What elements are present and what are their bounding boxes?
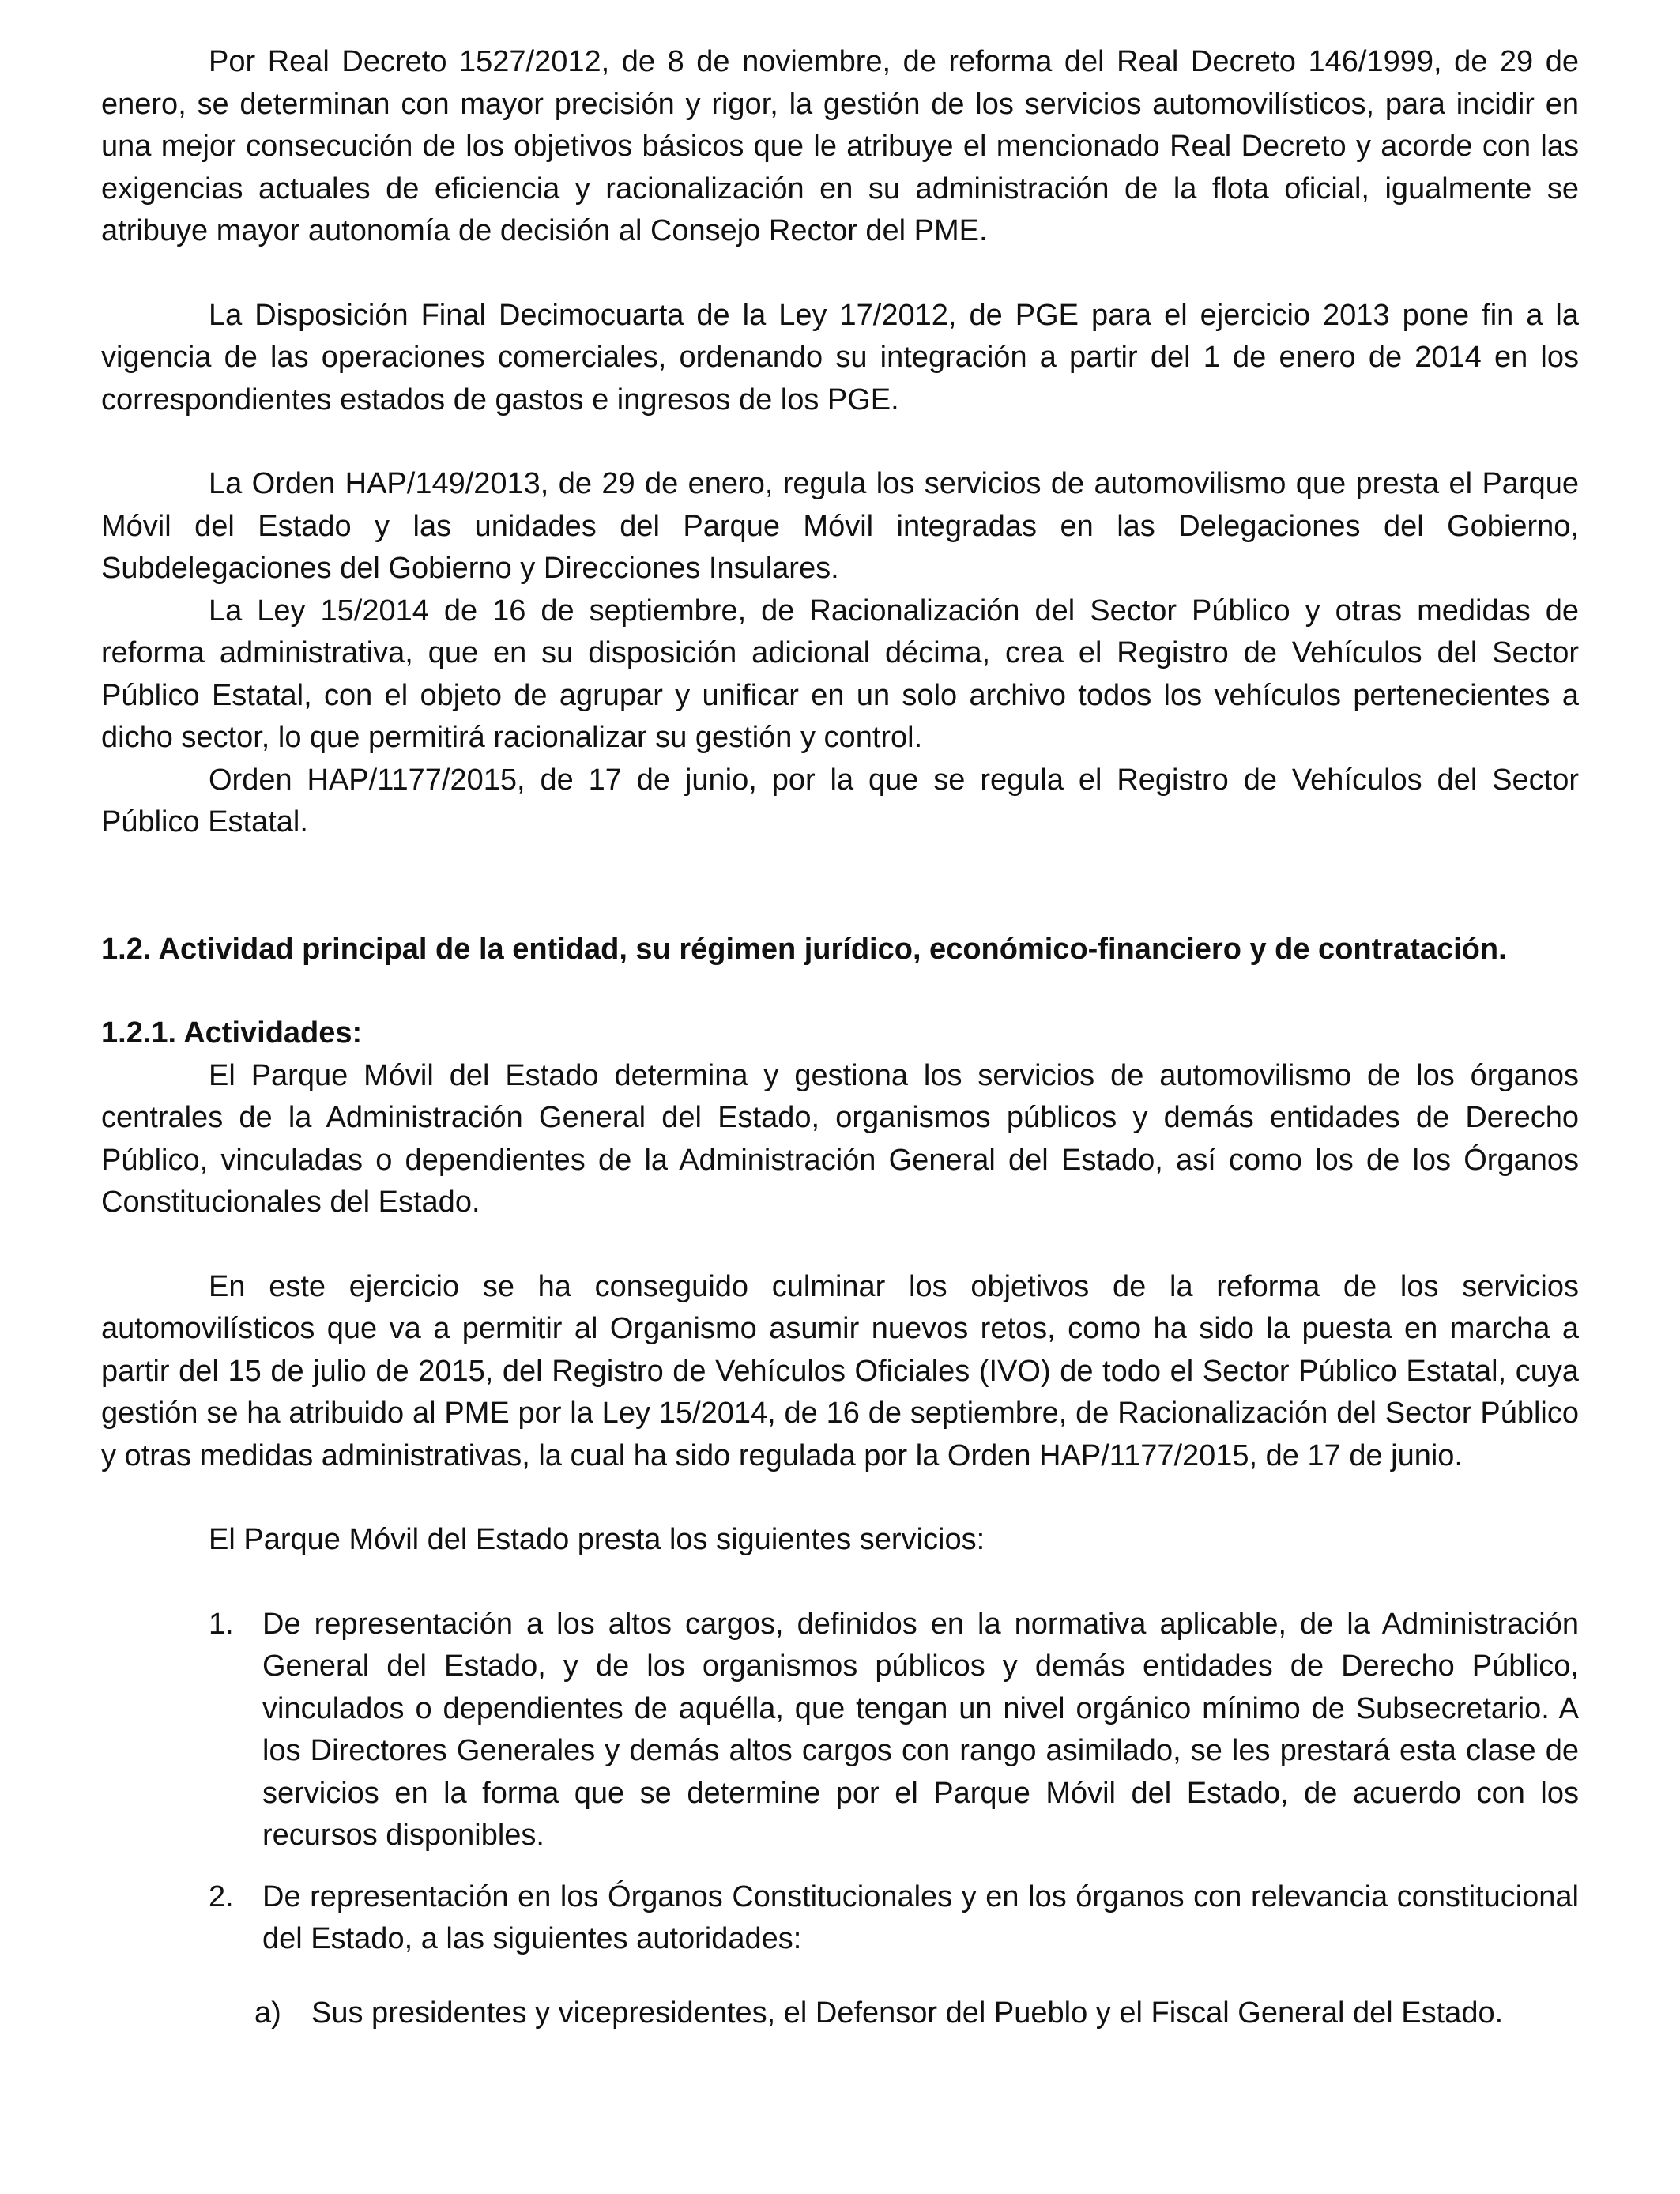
section-heading: 1.2. Actividad principal de la entidad, su régimen jurídico, económico-financiero y de contratación. <box>101 932 1507 966</box>
sub-list-item-text: Sus presidentes y vicepresidentes, el Defensor del Pueblo y el Fiscal General del Estado. <box>311 1996 1504 2030</box>
list-item <box>101 1604 1579 1857</box>
paragraph-ley-15-2014: La Ley 15/2014 de 16 de septiembre, de Racionalización del Sector Público y otras medidas de reforma administrativa, que en su disposición adicional décima, crea el Registro de Vehículos del Sector Público Estatal, con el objeto de agrupar y unificar en un solo archivo todos los vehículos pertenecientes a dicho sector, lo que permitirá racionalizar su gestión y control. <box>101 594 1579 754</box>
paragraph-actividades: El Parque Móvil del Estado determina y gestiona los servicios de automovilismo de los órganos centrales de la Administración General del Estado, organismos públicos y demás entidades de Derecho Público, vinculadas o dependientes de la Administración General del Estado, así como los de los Órganos Constitucionales del Estado. <box>101 1058 1579 1219</box>
list-item-number: 2. <box>209 1879 234 1913</box>
list-item-text: De representación en los Órganos Constitucionales y en los órganos con relevancia constitucional del Estado, a las siguientes autoridades: <box>262 1879 1579 1955</box>
paragraph-servicios-intro: El Parque Móvil del Estado presta los siguientes servicios: <box>209 1523 985 1556</box>
paragraph-objetivos-reforma: En este ejercicio se ha conseguido culminar los objetivos de la reforma de los servicios automovilísticos que va a permitir al Organismo asumir nuevos retos, como ha sido la puesta en marcha a partir del 15 de julio de 2015, del Registro de Vehículos Oficiales (IVO) de todo el Sector Público Estatal, cuya gestión se ha atribuido al PME por la Ley 15/2014, de 16 de septiembre, de Racionalización del Sector Público y otras medidas administrativas, la cual ha sido regulada por la Orden HAP/1177/2015, de 17 de junio. <box>101 1269 1579 1472</box>
sub-list-item-letter: a) <box>254 1996 281 2030</box>
subsection-heading: 1.2.1. Actividades: <box>101 1016 363 1050</box>
list-item-text: De representación a los altos cargos, definidos en la normativa aplicable, de la Administración General del Estado, y de los organismos públicos y demás entidades de Derecho Público, vinculados o dependientes de aquélla, que tengan un nivel orgánico mínimo de Subsecretario. A los Directores Generales y demás altos cargos con rango asimilado, se les prestará esta clase de servicios en la forma que se determine por el Parque Móvil del Estado, de acuerdo con los recursos disponibles. <box>262 1607 1579 1852</box>
paragraph-disposicion-final: La Disposición Final Decimocuarta de la Ley 17/2012, de PGE para el ejercicio 2013 pone fin a la vigencia de las operaciones comerciales, ordenando su integración a partir del 1 de enero de 2014 en los correspondientes estados de gastos e ingresos de los PGE. <box>101 298 1579 417</box>
sub-list-item <box>101 1992 1579 2035</box>
paragraph-orden-hap-149: La Orden HAP/149/2013, de 29 de enero, regula los servicios de automovilismo que presta el Parque Móvil del Estado y las unidades del Parque Móvil integradas en las Delegaciones del Gobierno, Subdelegaciones del Gobierno y Direcciones Insulares. <box>101 467 1579 585</box>
document-page <box>101 41 1579 2034</box>
paragraph-real-decreto: Por Real Decreto 1527/2012, de 8 de noviembre, de reforma del Real Decreto 146/1999, de 29 de enero, se determinan con mayor precisión y rigor, la gestión de los servicios automovilísticos, para incidir en una mejor consecución de los objetivos básicos que le atribuye el mencionado Real Decreto y acorde con las exigencias actuales de eficiencia y racionalización en su administración de la flota oficial, igualmente se atribuye mayor autonomía de decisión al Consejo Rector del PME. <box>101 45 1579 247</box>
list-item-number: 1. <box>209 1607 234 1641</box>
list-item <box>101 1876 1579 1961</box>
paragraph-orden-hap-1177: Orden HAP/1177/2015, de 17 de junio, por la que se regula el Registro de Vehículos del Sector Público Estatal. <box>101 763 1579 839</box>
